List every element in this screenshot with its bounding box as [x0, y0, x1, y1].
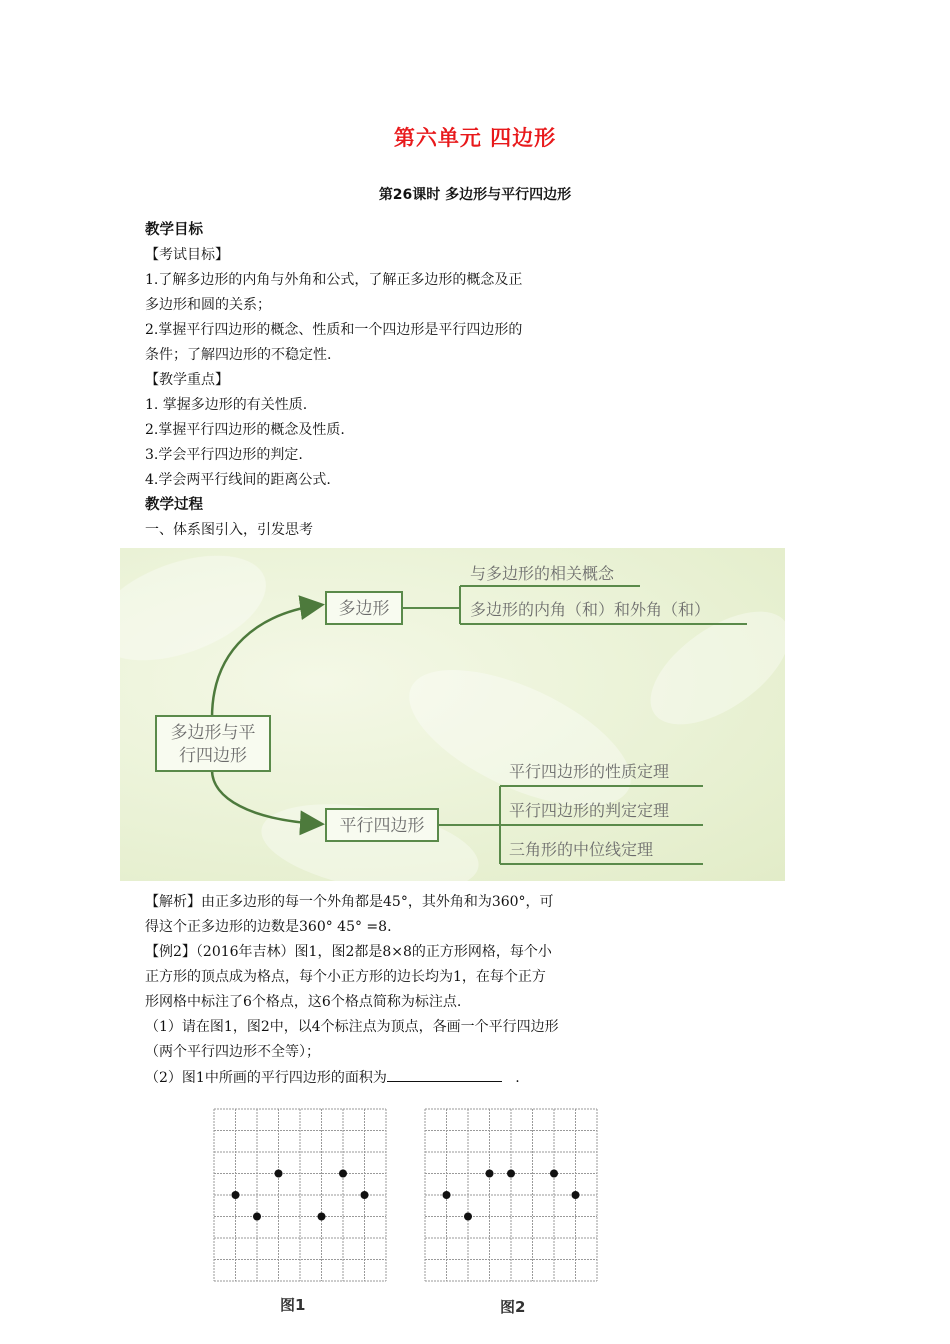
leaf-background: [120, 548, 785, 881]
process-intro-line: 一、体系图引入，引发思考: [145, 522, 313, 538]
marked-lattice-point: [275, 1170, 283, 1178]
figure-1-caption: 图1: [280, 1296, 306, 1314]
question1-line-1: （1）请在图1，图2中，以4个标注点为顶点，各画一个平行四边形: [145, 1019, 559, 1035]
polygon-label: 多边形: [338, 599, 390, 619]
goal-line: 2.掌握平行四边形的概念、性质和一个四边形是平行四边形的: [145, 322, 523, 338]
marked-lattice-point: [464, 1213, 472, 1221]
unit-title: 第六单元 四边形: [393, 126, 557, 150]
question1-line-2: （两个平行四边形不全等）；: [145, 1044, 320, 1060]
key-point-line: 1. 掌握多边形的有关性质.: [145, 397, 308, 413]
key-point-line: 3.学会平行四边形的判定.: [145, 447, 303, 463]
marked-lattice-point: [253, 1213, 261, 1221]
example2-line-1: 【例2】（2016年吉林）图1，图2都是8×8的正方形网格，每个小: [145, 944, 552, 960]
concept-diagram-svg: [120, 548, 785, 881]
marked-lattice-point: [550, 1170, 558, 1178]
key-point-line: 4.学会两平行线间的距离公式.: [145, 472, 331, 488]
top-item-2: 多边形的内角（和）和外角（和）: [470, 600, 711, 619]
question2-period: .: [515, 1070, 520, 1086]
parallelogram-label: 平行四边形: [339, 816, 425, 836]
key-point-line: 2.掌握平行四边形的概念及性质.: [145, 422, 345, 438]
grid-1-svg: [212, 1107, 388, 1283]
root-label-line1: 多边形与平: [170, 723, 256, 743]
marked-lattice-point: [443, 1191, 451, 1199]
marked-lattice-point: [361, 1191, 369, 1199]
section-heading-process: 教学过程: [145, 497, 203, 513]
example2-line-2: 正方形的顶点成为格点，每个小正方形的边长均为1，在每个正方: [145, 969, 546, 985]
answer-blank[interactable]: [387, 1067, 502, 1082]
top-item-1: 与多边形的相关概念: [470, 564, 615, 583]
analysis-line-2: 得这个正多边形的边数是360° 45° =8.: [145, 919, 392, 935]
section-heading-goals: 教学目标: [145, 222, 203, 238]
lesson-title: 第26课时 多边形与平行四边形: [378, 187, 572, 203]
analysis-line-1: 【解析】由正多边形的每一个外角都是45°，其外角和为360°，可: [145, 894, 554, 910]
subheading-key-points: 【教学重点】: [145, 372, 229, 388]
bottom-item-3: 三角形的中位线定理: [509, 840, 654, 859]
marked-lattice-point: [232, 1191, 240, 1199]
marked-lattice-point: [507, 1170, 515, 1178]
goal-line: 条件；了解四边形的不稳定性.: [145, 347, 332, 363]
concept-diagram: [120, 548, 785, 881]
goal-line: 多边形和圆的关系；: [145, 297, 271, 313]
figure-2-caption: 图2: [500, 1298, 526, 1316]
grid-figure-2: [423, 1107, 599, 1287]
goal-line: 1.了解多边形的内角与外角和公式，了解正多边形的概念及正: [145, 272, 523, 288]
marked-lattice-point: [572, 1191, 580, 1199]
marked-lattice-point: [318, 1213, 326, 1221]
grid-2-svg: [423, 1107, 599, 1283]
marked-lattice-point: [486, 1170, 494, 1178]
subheading-exam-goals: 【考试目标】: [145, 247, 229, 263]
marked-lattice-point: [339, 1170, 347, 1178]
bottom-item-1: 平行四边形的性质定理: [509, 762, 670, 781]
question2-line: [145, 1067, 520, 1088]
grid-figure-1: [212, 1107, 388, 1287]
bottom-item-2: 平行四边形的判定定理: [509, 801, 670, 820]
question2-text: （2）图1中所画的平行四边形的面积为: [145, 1070, 387, 1086]
root-label-line2: 行四边形: [179, 746, 247, 766]
example2-line-3: 形网格中标注了6个格点，这6个格点简称为标注点.: [145, 994, 462, 1010]
